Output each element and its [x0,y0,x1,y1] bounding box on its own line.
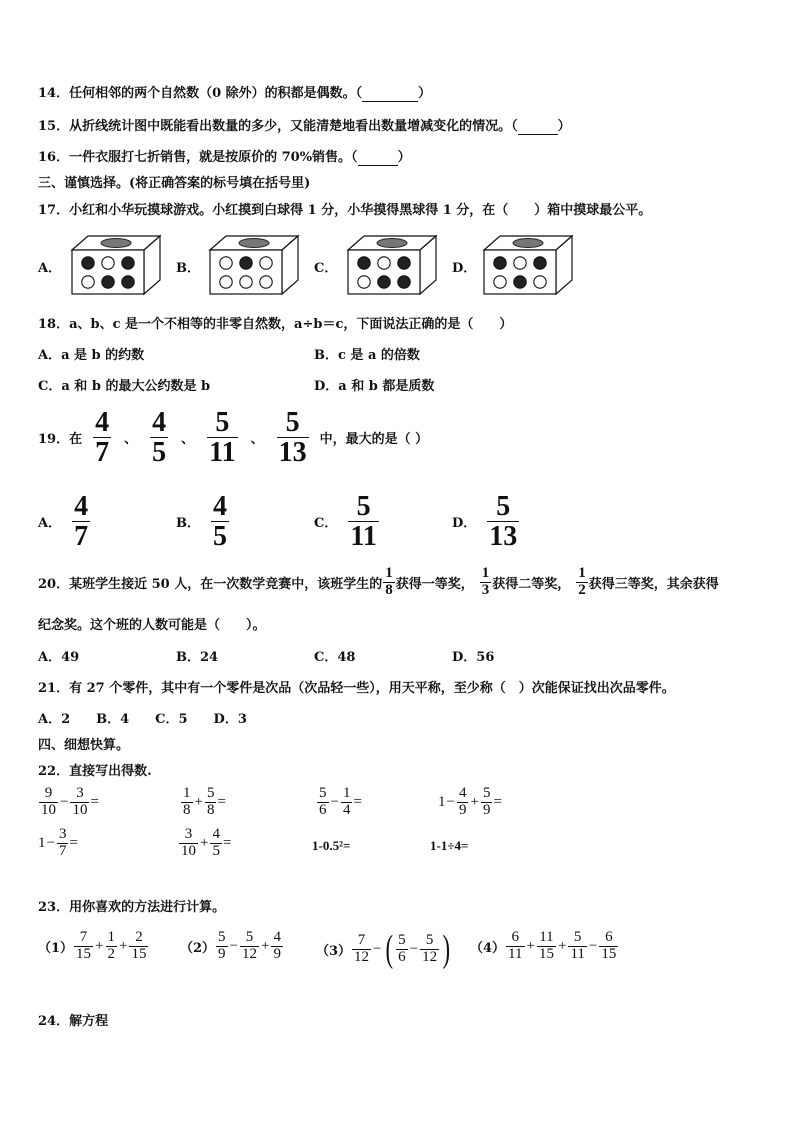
q18-option-b[interactable]: B．c 是 a 的倍数 [314,348,420,363]
white-ball [260,257,272,269]
black-ball [534,257,546,269]
expr-1-8-plus-5-8: $\frac{1}{8}$ + $\frac{5}{8}$ = [183,785,226,818]
q19-option-b[interactable]: B． $\frac{4}{5}$ [176,491,227,553]
question-21-text: 21．有 27 个零件，其中有一个零件是次品（次品轻一些），用天平称，至少称（ ）次能保证找出次品零件。 [38,681,675,696]
question-20: 20．某班学生接近 50 人，在一次数学竞赛中，该班学生的 $\frac{1}{8}$ 获得一等奖， $\frac{1}{3}$ 获得二等奖， $\frac{1}{2}$ 获得三等奖，其余获得 [38,565,719,598]
white-ball [102,257,114,269]
expr-9-10-minus-3-10: $\frac{9}{10}$ − $\frac{3}{10}$ = [41,785,99,818]
white-ball [358,276,370,288]
expr-23-4: （4） $\frac{6}{11}$ + $\frac{11}{15}$ + $\frac{5}{11}$ − $\frac{6}{15}$ [470,929,617,962]
white-ball [82,276,94,288]
q18-option-a[interactable]: A．a 是 b 的约数 [38,348,145,363]
white-ball [534,276,546,288]
question-15: 15．从折线统计图中既能看出数量的多少，又能清楚地看出数量增减变化的情况。（ ） [38,119,571,134]
question-19: 19．在 $\frac{4}{7}$ 、 $\frac{4}{5}$ 、 $\frac{5}{11}$ 、 $\frac{5}{13}$ 中，最大的是（ ） [38,407,429,469]
black-ball [102,276,114,288]
black-ball [378,276,390,288]
expr-1-minus-4-9-plus-5-9: 1 − $\frac{4}{9}$ + $\frac{5}{9}$ = [438,785,502,818]
section-4-heading: 四、细想快算。 [38,738,130,753]
q18-option-c[interactable]: C．a 和 b 的最大公约数是 b [38,379,211,394]
expr-1-minus-0-5-squared: 1-0.5²= [312,838,351,853]
question-21-options[interactable]: A．2 B．4 C．5 D．3 [38,712,247,727]
black-ball [398,276,410,288]
question-16-text: 16．一件衣服打七折销售，就是按原价的 70%销售。（ [38,150,358,165]
q20-option-b[interactable]: B．24 [176,650,219,665]
question-20-line2: 纪念奖。这个班的人数可能是（ ）。 [38,618,266,633]
q20-option-c[interactable]: C．48 [314,650,356,665]
q19-option-d[interactable]: D． $\frac{5}{13}$ [452,491,518,553]
answer-blank[interactable] [358,150,398,166]
q19-option-c[interactable]: C． $\frac{5}{11}$ [314,491,377,553]
q18-option-d[interactable]: D．a 和 b 都是质数 [314,379,435,394]
q17-option-label[interactable]: D． [452,261,477,276]
box-hole [513,239,543,248]
box-hole [377,239,407,248]
fraction-4-7: $\frac{4}{7}$ [95,407,110,469]
white-ball [220,276,232,288]
q19-option-a[interactable]: A． $\frac{4}{7}$ [38,491,89,553]
q17-option-label[interactable]: A． [38,261,62,276]
black-ball [82,257,94,269]
black-ball [240,257,252,269]
white-ball [378,257,390,269]
ball-box [482,232,574,298]
q17-option-label[interactable]: C． [314,261,338,276]
question-23-title: 23．用你喜欢的方法进行计算。 [38,900,226,915]
expr-23-1: （1） $\frac{7}{15}$ + $\frac{1}{2}$ + $\frac{2}{15}$ [38,929,147,962]
q20-option-d[interactable]: D．56 [452,650,495,665]
q17-option-label[interactable]: B． [176,261,200,276]
q20-option-a[interactable]: A．49 [38,650,80,665]
question-16: 16．一件衣服打七折销售，就是按原价的 70%销售。（ ） [38,150,411,165]
box-hole [101,239,131,248]
black-ball [358,257,370,269]
question-24-title: 24．解方程 [38,1014,109,1029]
question-14: 14．任何相邻的两个自然数（0 除外）的积都是偶数。（ ） [38,86,432,101]
black-ball [122,276,134,288]
question-14-text: 14．任何相邻的两个自然数（0 除外）的积都是偶数。（ [38,86,363,101]
fraction-5-13: $\frac{5}{13}$ [278,407,307,469]
answer-blank[interactable] [518,119,558,135]
black-ball [398,257,410,269]
white-ball [260,276,272,288]
ball-box [346,232,438,298]
black-ball [514,276,526,288]
expr-1-minus-1-div-4: 1-1÷4= [430,838,469,853]
expr-23-2: （2） $\frac{5}{9}$ − $\frac{5}{12}$ + $\frac{4}{9}$ [180,929,281,962]
fraction-5-11: $\frac{5}{11}$ [209,407,236,469]
question-15-text: 15．从折线统计图中既能看出数量的多少，又能清楚地看出数量增减变化的情况。（ [38,119,518,134]
expr-1-minus-3-7: 1 − $\frac{3}{7}$ = [38,826,78,859]
fraction-4-5: $\frac{4}{5}$ [152,407,167,469]
question-19-suffix: 中，最大的是（ ） [319,432,429,448]
white-ball [514,257,526,269]
question-19-prefix: 19．在 [38,432,83,448]
white-ball [220,257,232,269]
question-18-text: 18．a、b、c 是一个不相等的非零自然数，a÷b＝c，下面说法正确的是（ ） [38,317,513,332]
box-hole [239,239,269,248]
question-22-title: 22．直接写出得数. [38,764,152,779]
ball-box [70,232,162,298]
expr-23-3: （3） $\frac{7}{12}$ − ( $\frac{5}{6}$ − $\frac{5}{12}$ ) [316,928,451,970]
expr-5-6-minus-1-4: $\frac{5}{6}$ − $\frac{1}{4}$ = [319,785,362,818]
question-17-text: 17．小红和小华玩摸球游戏。小红摸到白球得 1 分，小华摸得黑球得 1 分，在（ ）箱中摸球最公平。 [38,203,652,218]
black-ball [494,257,506,269]
white-ball [240,276,252,288]
expr-3-10-plus-4-5: $\frac{3}{10}$ + $\frac{4}{5}$ = [181,826,232,859]
answer-blank[interactable] [362,86,418,102]
white-ball [494,276,506,288]
ball-box [208,232,300,298]
section-3-heading: 三、谨慎选择。(将正确答案的标号填在括号里) [38,176,311,191]
black-ball [122,257,134,269]
